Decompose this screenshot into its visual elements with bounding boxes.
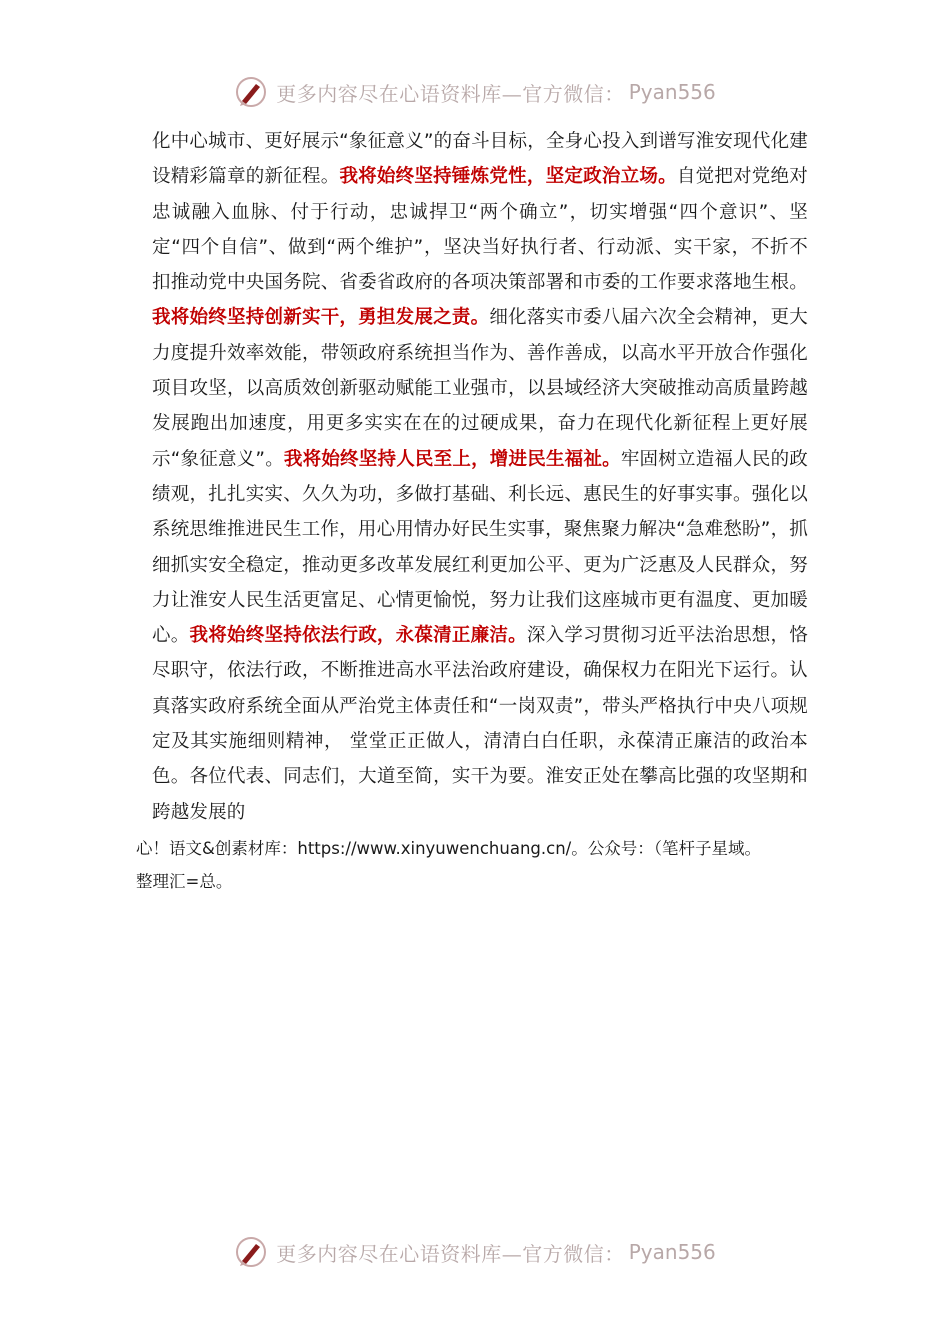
emphasis-heading: 我将始终坚持依法行政，永葆清正廉洁。: [189, 625, 527, 647]
body-text-segment: 深入学习贯彻习近平法治思想，恪尽职守，依法行政，不断推进高水平法治政府建设，确保权力在阳光下运行。认真落实政府系统全面从严治党主体责任和“一岗双责”，带头严格执行中央八项规定及其实施细则精神， 堂堂正正做人，清清白白任职，永葆清正廉洁的政治本色。各位代表、同志们，大道至简，实干为要。淮安正处在攀高比强的攻坚期和跨越发展的: [152, 625, 808, 823]
source-note-line: 整理汇=总。: [136, 872, 233, 891]
header-banner: [0, 72, 950, 112]
pen-logo-icon: [234, 1235, 268, 1269]
pen-logo-icon: [234, 75, 268, 109]
source-note-line: 心！语文&创素材库：https://www.xinyuwenchuang.cn/。公众号：（笔杆子星域。: [136, 839, 761, 858]
emphasis-heading: 我将始终坚持人民至上，增进民生福祉。: [283, 448, 621, 470]
source-note: [136, 832, 836, 898]
body-text-segment: 化中心城市、更好展示“象征意义”的奋斗目标，全身心投入到谱写淮安现代化建设精彩篇章的新征程。: [152, 131, 808, 188]
emphasis-heading: 我将始终坚持锤炼党性，坚定政治立场。: [339, 166, 677, 188]
banner-wechat-id: Pyan556: [628, 1240, 716, 1264]
body-text-segment: 自觉把对党绝对忠诚融入血脉、付于行动，忠诚捍卫“两个确立”，切实增强“四个意识”、坚定“四个自信”、做到“两个维护”，坚决当好执行者、行动派、实干家，不折不扣推动党中央国务院、省委省政府的各项决策部署和市委的工作要求落地生根。: [152, 166, 808, 294]
document-body: [152, 124, 808, 830]
emphasis-heading: 我将始终坚持创新实干，勇担发展之责。: [152, 307, 490, 329]
body-paragraph: [152, 124, 808, 830]
banner-text: 更多内容尽在心语资料库—官方微信：: [276, 81, 625, 106]
banner-text: 更多内容尽在心语资料库—官方微信：: [276, 1241, 625, 1266]
body-text-segment: 细化落实市委八届六次全会精神，更大力度提升效率效能，带领政府系统担当作为、善作善成，以高水平开放合作强化项目攻坚，以高质效创新驱动赋能工业强市，以县域经济大突破推动高质量跨越发展跑出加速度，用更多实实在在的过硬成果，奋力在现代化新征程上更好展示“象征意义”。: [152, 307, 808, 470]
banner-wechat-id: Pyan556: [628, 80, 716, 104]
footer-banner: [0, 1232, 950, 1272]
body-text-segment: 牢固树立造福人民的政绩观，扎扎实实、久久为功，多做打基础、利长远、惠民生的好事实事。强化以系统思维推进民生工作，用心用情办好民生实事，聚焦聚力解决“急难愁盼”，抓细抓实安全稳定，推动更多改革发展红利更加公平、更为广泛惠及人民群众，努力让淮安人民生活更富足、心情更愉悦，努力让我们这座城市更有温度、更加暖心。: [152, 448, 808, 647]
